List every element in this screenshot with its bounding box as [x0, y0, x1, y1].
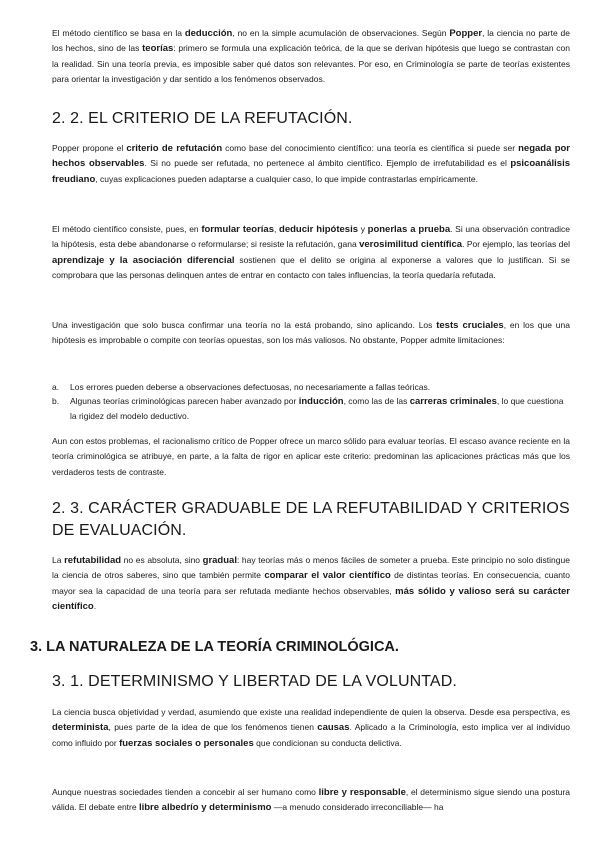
text: Aun con estos problemas, el racionalismo crítico de Popper ofrece un marco sólido para evaluar teorías. El escaso avance reciente en la teoría criminológica se atribuye, en parte, a la falta de rigor en aplicar este criterio: predominan las aplicaciones prácticas más que los verdaderos tests de contraste.: [52, 436, 570, 477]
text: Popper propone el: [52, 143, 127, 153]
text: sostienen que el delito se origina al exponerse a valores que lo justifican. Si se comprobara que las personas delinquen antes de entrar en contacto con tales influencias, la teoría quedaría refutada.: [52, 254, 571, 281]
text: Una investigación que solo busca confirmar una teoría no la está probando, sino aplicando. Los: [52, 320, 437, 330]
bold-term: libre albedrío y determinismo: [138, 802, 272, 814]
text: , la ciencia no parte de los hechos, sino de las: [52, 28, 570, 54]
list-marker: a.: [52, 382, 60, 392]
text: . Si no puede ser refutada, no pertenece al ámbito científico. Ejemplo de irrefutabilidad es el: [144, 158, 511, 169]
bold-term: libre y responsable: [318, 787, 406, 798]
bold-term: comparar el valor científico: [264, 570, 391, 582]
text: El método científico consiste, pues, en: [52, 224, 202, 234]
text: La ciencia busca objetividad y verdad, asumiendo que existe una realidad independiente de quien la observa. Desde esa perspectiva, es: [52, 707, 570, 717]
heading-2-2: 2. 2. EL CRITERIO DE LA REFUTACIÓN.: [52, 110, 353, 127]
bold-term: deducir hipótesis: [279, 224, 359, 235]
bold-term: inducción: [298, 396, 344, 407]
text: . Si una observación contradice la hipótesis, esta debe abandonarse o reformularse; si resiste la refutación, gana: [52, 224, 570, 250]
text: de distintas teorías. En consecuencia, cuanto mayor sea la capacidad de una teoría para ser refutada mediante hechos observables,: [52, 570, 571, 596]
text: , en los que una hipótesis es improbable o compite con teorías opuestas, son los más valiosos. No obstante, Popper admite limitaciones:: [52, 320, 570, 346]
text: Algunas teorías criminológicas parecen haber avanzado por: [70, 396, 299, 406]
paragraph-metodo: [52, 222, 570, 284]
text: La: [52, 555, 65, 565]
bold-term: formular teorías: [201, 224, 274, 235]
text: Aunque nuestras sociedades tienden a concebir al ser humano como: [52, 787, 319, 797]
heading-3-1: 3. 1. DETERMINISMO Y LIBERTAD DE LA VOLUNTAD.: [52, 673, 457, 690]
paragraph-refutacion: [52, 141, 570, 187]
text: , como las de las: [343, 396, 410, 406]
text: ,: [273, 224, 280, 234]
bold-term: más sólido y valioso será su carácter científico: [52, 585, 571, 613]
paragraph-tests-cruciales: [52, 318, 570, 349]
bold-term: causas: [317, 722, 350, 734]
heading-2-3: 2. 3. CARÁCTER GRADUABLE DE LA REFUTABILIDAD Y CRITERIOS DE EVALUACIÓN.: [52, 500, 570, 539]
bold-term: verosimilitud científica: [359, 239, 463, 251]
bold-term: gradual: [202, 555, 237, 566]
bold-term: criterio de refutación: [126, 143, 223, 154]
text: . Por ejemplo, las teorías del: [462, 239, 570, 250]
bold-term: tests cruciales: [436, 320, 504, 331]
text: , el determinismo sigue siendo una postura válida. El debate entre: [52, 787, 570, 813]
text: El método científico se basa en la: [52, 28, 185, 38]
heading-3: 3. LA NATURALEZA DE LA TEORÍA CRIMINOLÓGICA.: [30, 639, 399, 655]
bold-term: fuerzas sociales o personales: [119, 737, 254, 749]
text: : hay teorías más o menos fáciles de someter a prueba. Este principio no solo distingue la ciencia de otros saberes, sino que también permite: [52, 555, 570, 581]
text: no es absoluta, sino: [121, 555, 203, 565]
text: como base del conocimiento científico: una teoría es científica si puede ser: [222, 143, 519, 153]
paragraph-deduccion: [52, 26, 570, 88]
list-item: [52, 394, 570, 423]
list-marker: b.: [52, 396, 60, 406]
text: , lo que cuestiona la rigidez del modelo deductivo.: [70, 396, 564, 421]
bold-term: aprendizaje y la asociación diferencial: [52, 254, 235, 266]
bold-term: ponerlas a prueba: [367, 224, 451, 235]
bold-term: deducción: [184, 28, 233, 39]
bold-term: refutabilidad: [64, 555, 122, 566]
paragraph-determinismo: [52, 705, 570, 751]
bold-term: Popper: [449, 28, 483, 39]
text: .: [93, 601, 97, 612]
paragraph-libre-albedrio: [52, 785, 570, 816]
text: , pues parte de la idea de que los fenómenos tienen: [108, 722, 318, 733]
paragraph-refutabilidad: [52, 553, 570, 615]
bold-term: negada por hechos observables: [52, 143, 570, 170]
text: que condicionan su conducta delictiva.: [253, 737, 402, 748]
bold-term: determinista: [52, 722, 109, 734]
bold-term: psicoanálisis freudiano: [52, 158, 570, 185]
text: : primero se formula una explicación teórica, de la que se derivan hipótesis que luego se contrastan con la realidad. Sin una teoría previa, es imposible saber qué datos son relevantes. Por eso, en Criminología se parte de teorías existentes para orientar la investigación y dar sentido a los fenómenos observados.: [52, 43, 571, 85]
text: —a menudo considerado irreconciliable— ha: [271, 802, 444, 813]
text: Los errores pueden deberse a observaciones defectuosas, no necesariamente a fallas teóricas.: [70, 382, 431, 392]
bold-term: teorías: [142, 43, 174, 55]
limitations-list: [52, 380, 570, 423]
text: . Aplicado a la Criminología, esto implica ver al individuo como influido por: [52, 722, 570, 748]
list-item: [52, 380, 570, 394]
text: y: [358, 224, 368, 234]
text: , cuyas explicaciones pueden adaptarse a cualquier caso, lo que impide contrastarlas empíricamente.: [95, 173, 478, 184]
bold-term: carreras criminales: [409, 396, 497, 407]
paragraph-racionalismo: [52, 434, 570, 480]
text: , no en la simple acumulación de observaciones. Según: [232, 28, 450, 38]
